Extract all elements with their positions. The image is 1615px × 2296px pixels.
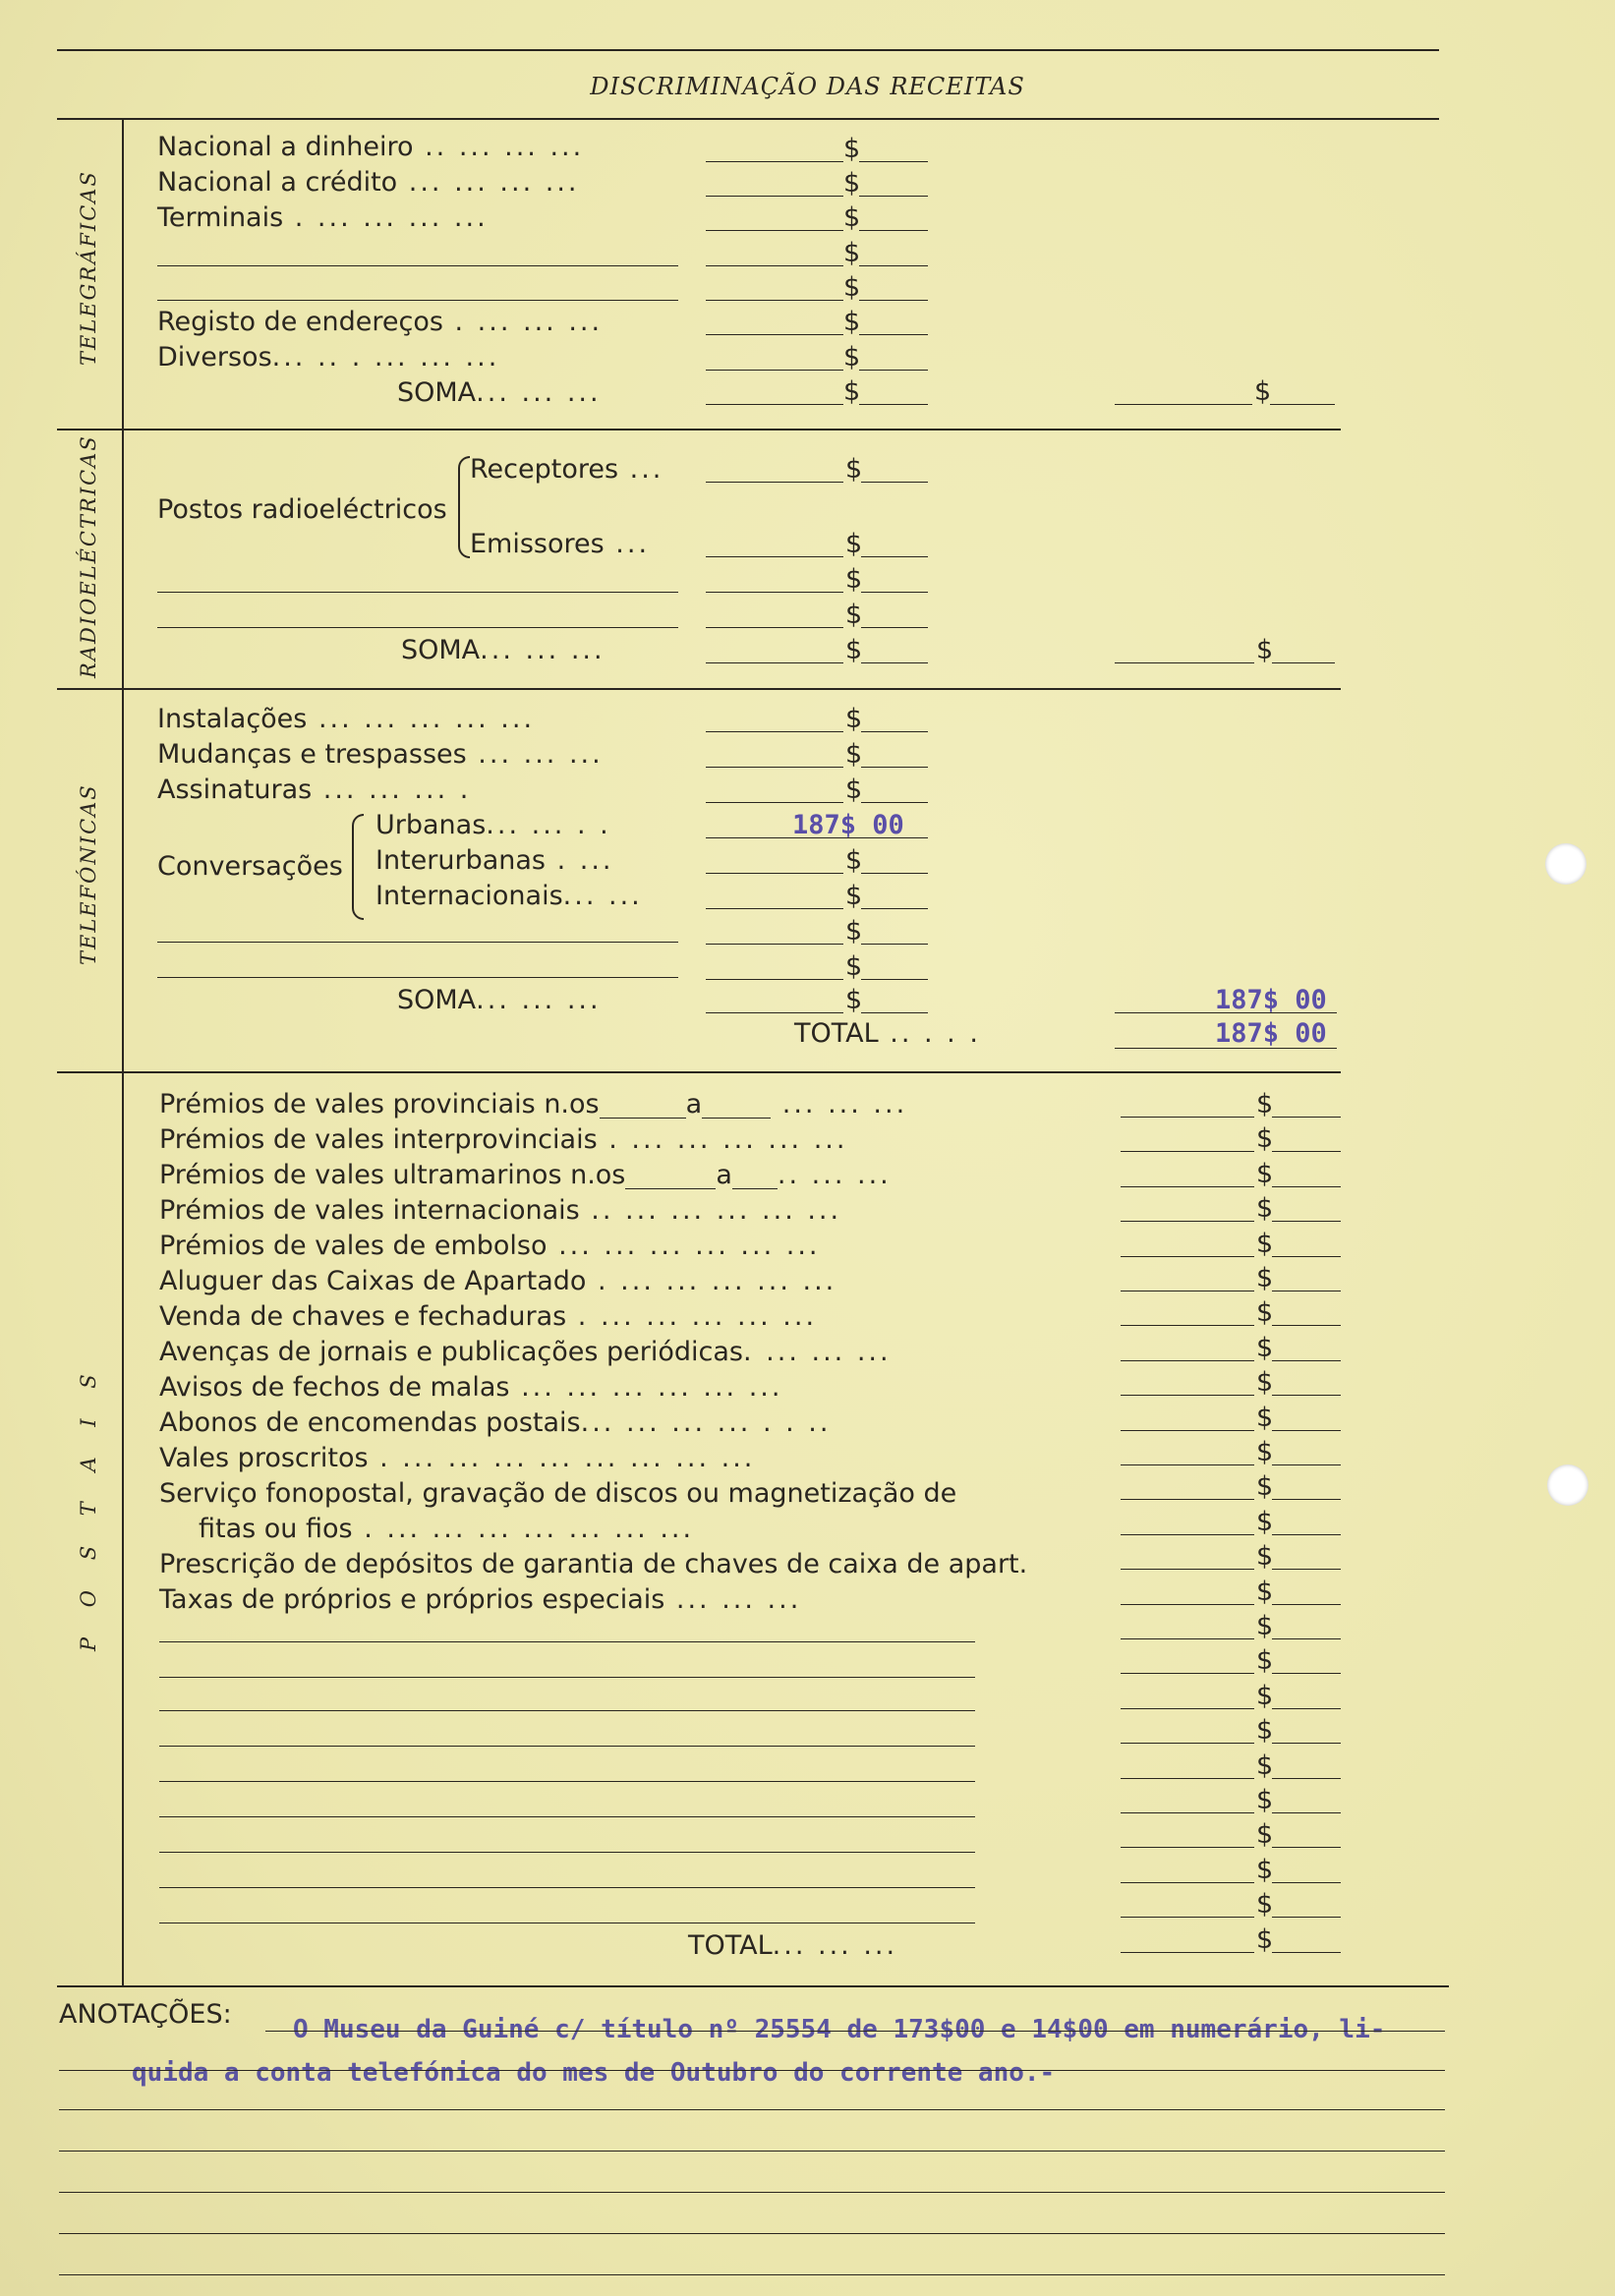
currency-sign: $ (1256, 1855, 1274, 1885)
interurbanas-label: Interurbanas . ... (375, 845, 614, 876)
section-label-telefonicas: TELEFÓNICAS (77, 783, 100, 965)
amount-line (1121, 1117, 1254, 1118)
currency-sign: $ (1254, 376, 1272, 407)
amount-line (1272, 1812, 1341, 1813)
amount-line (1121, 1778, 1254, 1779)
section-label-postais: P O S T A I S (77, 1362, 100, 1651)
currency-sign: $ (1256, 1193, 1274, 1224)
currency-sign: $ (1256, 1577, 1274, 1607)
currency-sign: $ (845, 564, 863, 595)
amount-line (1121, 1812, 1254, 1813)
amount-line (706, 908, 843, 909)
currency-sign: $ (1256, 1507, 1274, 1537)
amount-line (706, 767, 843, 768)
currency-sign: $ (843, 342, 861, 373)
row-label: Nacional a crédito ... ... ... ... (157, 167, 580, 198)
amount-line (1272, 1186, 1341, 1187)
amount-line (1272, 1534, 1341, 1535)
amount-line (706, 404, 843, 405)
postais-row: Venda de chaves e fechaduras . ... ... ... ... ... (159, 1301, 818, 1332)
section-label-radioelectricas: RADIOELÉCTRICAS (77, 434, 100, 678)
row-label: Assinaturas ... ... ... . (157, 775, 472, 805)
amount-line (1121, 1499, 1254, 1500)
amount-line (1121, 1395, 1254, 1396)
amount-line (861, 1012, 928, 1013)
postais-row: Prémios de vales provinciais n.os a ... ... ... (159, 1089, 908, 1119)
amount-line (1272, 1708, 1341, 1709)
amount-line (706, 979, 843, 980)
top-rule (57, 49, 1439, 51)
amount-line (1121, 1430, 1254, 1431)
amount-line (1272, 1638, 1341, 1639)
amount-line (706, 944, 843, 945)
anotacoes-line (59, 2109, 1445, 2110)
row-label: Nacional a dinheiro .. ... ... ... (157, 132, 585, 162)
anotacoes-line (265, 2031, 1445, 2032)
blank-line (159, 1887, 975, 1888)
currency-sign: $ (845, 704, 863, 734)
blank-line (157, 592, 678, 593)
amount-line (1272, 1117, 1341, 1118)
soma-label: SOMA... ... ... (401, 635, 606, 665)
currency-sign: $ (845, 881, 863, 911)
anotacoes-label: ANOTAÇÕES: (59, 1999, 232, 2030)
amount-line (861, 802, 928, 803)
postais-row: Prémios de vales ultramarinos n.os a .. ... ... (159, 1160, 892, 1190)
currency-sign: $ (1256, 1297, 1274, 1328)
section-divider-2 (57, 688, 1341, 690)
amount-line (1272, 1604, 1341, 1605)
postais-row: fitas ou fios . ... ... ... ... ... ... ... (199, 1514, 695, 1544)
currency-sign: $ (843, 168, 861, 199)
postais-row: Prémios de vales de embolso ... ... ... ... ... ... (159, 1231, 821, 1261)
row-label: Registo de endereços . ... ... ... (157, 307, 604, 337)
currency-sign: $ (845, 600, 863, 630)
amount-line (706, 627, 843, 628)
amount-line (1121, 1325, 1254, 1326)
amount-line (1121, 1569, 1254, 1570)
amount-line (706, 592, 843, 593)
total-amount-line (1270, 404, 1335, 405)
total-amount: 187$ 00 (1215, 1018, 1327, 1049)
amount-line (861, 592, 928, 593)
amount-line (706, 482, 843, 483)
postais-row: Prémios de vales interprovinciais . ... ... ... ... ... (159, 1124, 848, 1155)
total-label: TOTAL .. . . . (794, 1018, 981, 1049)
postais-row: Avisos de fechos de malas ... ... ... ... ... ... (159, 1372, 783, 1403)
blank-line (159, 1781, 975, 1782)
punch-hole (1545, 843, 1586, 885)
urbanas-label: Urbanas... ... . . (375, 810, 611, 840)
amount-line (1272, 1256, 1341, 1257)
currency-sign: $ (1256, 1367, 1274, 1398)
section-divider-1 (57, 429, 1341, 430)
currency-sign: $ (845, 985, 863, 1015)
amount-line (1121, 1882, 1254, 1883)
amount-line (706, 662, 843, 663)
blank-line (157, 300, 678, 301)
amount-line (1272, 1325, 1341, 1326)
soma-amount: 187$ 00 (1215, 985, 1327, 1015)
blank-line (157, 627, 678, 628)
amount-line (1121, 1847, 1254, 1848)
blank-line (159, 1641, 975, 1642)
postais-row: Serviço fonopostal, gravação de discos ou magnetização de (159, 1478, 957, 1509)
postais-row: Vales proscritos . ... ... ... ... ... ... ... ... (159, 1443, 756, 1473)
amount-line (1121, 1221, 1254, 1222)
currency-sign: $ (845, 635, 863, 665)
currency-sign: $ (1256, 1437, 1274, 1467)
amount-line (1121, 1917, 1254, 1918)
section-divider-4 (57, 1985, 1449, 1987)
amount-line (1121, 1464, 1254, 1465)
amount-line (1272, 1673, 1341, 1674)
page-title: DISCRIMINAÇÃO DAS RECEITAS (590, 73, 1025, 100)
amount-line (1121, 1291, 1254, 1292)
soma-label: SOMA... ... ... (397, 985, 602, 1015)
currency-sign: $ (843, 134, 861, 164)
receptores-label: Receptores ... (470, 454, 664, 485)
amount-line (706, 556, 843, 557)
amount-line (1121, 1952, 1254, 1953)
amount-line (706, 370, 843, 371)
punch-hole (1547, 1464, 1588, 1506)
anotacoes-line (59, 2151, 1445, 2152)
currency-sign: $ (843, 307, 861, 337)
currency-sign: $ (1256, 1889, 1274, 1920)
amount-line (1121, 1743, 1254, 1744)
currency-sign: $ (845, 775, 863, 805)
amount-line (706, 802, 843, 803)
postais-row: Taxas de próprios e próprios especiais ... ... ... (159, 1584, 802, 1615)
amount-line (1272, 1464, 1341, 1465)
amount-line (859, 161, 928, 162)
currency-sign: $ (1256, 1819, 1274, 1850)
amount-line (861, 873, 928, 874)
amount-line (861, 979, 928, 980)
amount-line (1272, 1778, 1341, 1779)
currency-sign: $ (843, 202, 861, 233)
amount-line (859, 230, 928, 231)
amount-line (706, 731, 843, 732)
amount-line (706, 230, 843, 231)
amount-line (1121, 1151, 1254, 1152)
currency-sign: $ (1256, 1089, 1274, 1119)
amount-line (1272, 1221, 1341, 1222)
blank-line (159, 1710, 975, 1711)
currency-sign: $ (1256, 1123, 1274, 1154)
amount-line (1272, 1291, 1341, 1292)
amount-line (861, 731, 928, 732)
total-amount-line (1115, 404, 1252, 405)
currency-sign: $ (845, 845, 863, 876)
amount-line (861, 482, 928, 483)
blank-line (159, 1746, 975, 1747)
header-rule (57, 118, 1439, 120)
amount-line (1272, 1360, 1341, 1361)
currency-sign: $ (1256, 1541, 1274, 1572)
currency-sign: $ (843, 272, 861, 303)
amount-line (861, 556, 928, 557)
currency-sign: $ (845, 916, 863, 947)
currency-sign: $ (843, 238, 861, 268)
currency-sign: $ (1256, 635, 1274, 665)
amount-line (706, 161, 843, 162)
total-amount-line (1115, 662, 1254, 663)
amount-line (861, 767, 928, 768)
currency-sign: $ (1256, 1403, 1274, 1433)
currency-sign: $ (845, 951, 863, 982)
currency-sign: $ (1256, 1229, 1274, 1259)
amount-line (859, 334, 928, 335)
amount-line (861, 908, 928, 909)
conversacoes-label: Conversações (157, 851, 343, 882)
anotacoes-line (59, 2233, 1445, 2234)
label-column-divider (122, 118, 124, 1987)
row-label: Mudanças e trespasses ... ... ... (157, 739, 604, 770)
blank-line (159, 1852, 975, 1853)
blank-line (157, 265, 678, 266)
row-label: Terminais . ... ... ... ... (157, 202, 489, 233)
anotacoes-text-line1: O Museu da Guiné c/ título nº 25554 de 173$00 e 14$00 em numerário, li- (293, 2015, 1386, 2044)
amount-line (1121, 1534, 1254, 1535)
amount-line (706, 334, 843, 335)
amount-line (1272, 1882, 1341, 1883)
currency-sign: $ (845, 454, 863, 485)
amount-line (861, 627, 928, 628)
amount-line (1272, 1569, 1341, 1570)
currency-sign: $ (1256, 1159, 1274, 1189)
anotacoes-line (59, 2274, 1445, 2275)
soma-label: SOMA... ... ... (397, 377, 602, 408)
amount-line (706, 1012, 843, 1013)
anotacoes-line (59, 2192, 1445, 2193)
currency-sign: $ (845, 529, 863, 559)
currency-sign: $ (1256, 1333, 1274, 1363)
postais-row: Prémios de vales internacionais .. ... ... ... ... ... (159, 1195, 842, 1226)
currency-sign: $ (1256, 1924, 1274, 1955)
currency-sign: $ (1256, 1681, 1274, 1711)
amount-line (706, 265, 843, 266)
amount-line (859, 370, 928, 371)
brace (458, 456, 470, 558)
urbanas-amount: 187$ 00 (792, 810, 904, 840)
postais-row: Aluguer das Caixas de Apartado . ... ... ... ... ... (159, 1266, 837, 1296)
amount-line (706, 873, 843, 874)
amount-line (1272, 1151, 1341, 1152)
currency-sign: $ (1256, 1263, 1274, 1293)
amount-line (1272, 1952, 1341, 1953)
amount-line (706, 300, 843, 301)
internacionais-label: Internacionais... ... (375, 881, 643, 911)
currency-sign: $ (1256, 1785, 1274, 1815)
amount-line (1121, 1360, 1254, 1361)
amount-line (1121, 1256, 1254, 1257)
amount-line (1121, 1673, 1254, 1674)
amount-line (1272, 1847, 1341, 1848)
amount-line (1272, 1499, 1341, 1500)
postos-label: Postos radioeléctricos (157, 494, 447, 525)
blank-line (157, 942, 678, 943)
amount-line (1272, 1430, 1341, 1431)
amount-line (1272, 1395, 1341, 1396)
row-label: Instalações ... ... ... ... ... (157, 704, 536, 734)
amount-line (859, 300, 928, 301)
amount-line (1121, 1604, 1254, 1605)
postais-row: Avenças de jornais e publicações periódicas. ... ... ... (159, 1337, 892, 1367)
brace (352, 814, 364, 920)
amount-line (859, 196, 928, 197)
anotacoes-line (59, 2070, 1445, 2071)
blank-line (159, 1677, 975, 1678)
total-amount-line (1272, 662, 1335, 663)
blank-line (157, 977, 678, 978)
currency-sign: $ (1256, 1611, 1274, 1641)
amount-line (1121, 1708, 1254, 1709)
currency-sign: $ (843, 376, 861, 407)
blank-line (159, 1816, 975, 1817)
currency-sign: $ (1256, 1715, 1274, 1746)
postais-total-label: TOTAL... ... ... (688, 1930, 898, 1961)
emissores-label: Emissores ... (470, 529, 651, 559)
section-divider-3 (57, 1071, 1341, 1073)
currency-sign: $ (845, 739, 863, 770)
row-label: Diversos... .. . ... ... ... (157, 342, 500, 373)
amount-line (1272, 1743, 1341, 1744)
currency-sign: $ (1256, 1751, 1274, 1781)
postais-row: Abonos de encomendas postais... ... ... ... . . .. (159, 1407, 832, 1438)
amount-line (1272, 1917, 1341, 1918)
currency-sign: $ (1256, 1645, 1274, 1676)
amount-line (861, 944, 928, 945)
postais-row: Prescrição de depósitos de garantia de chaves de caixa de apart. (159, 1549, 1028, 1579)
amount-line (1121, 1186, 1254, 1187)
currency-sign: $ (1256, 1471, 1274, 1502)
amount-line (861, 662, 928, 663)
amount-line (859, 404, 928, 405)
amount-line (706, 196, 843, 197)
anotacoes-text-line2: quida a conta telefónica do mes de Outubro do corrente ano.- (132, 2058, 1056, 2088)
section-label-telegraficas: TELEGRÁFICAS (77, 170, 100, 366)
amount-line (859, 265, 928, 266)
amount-line (1121, 1638, 1254, 1639)
